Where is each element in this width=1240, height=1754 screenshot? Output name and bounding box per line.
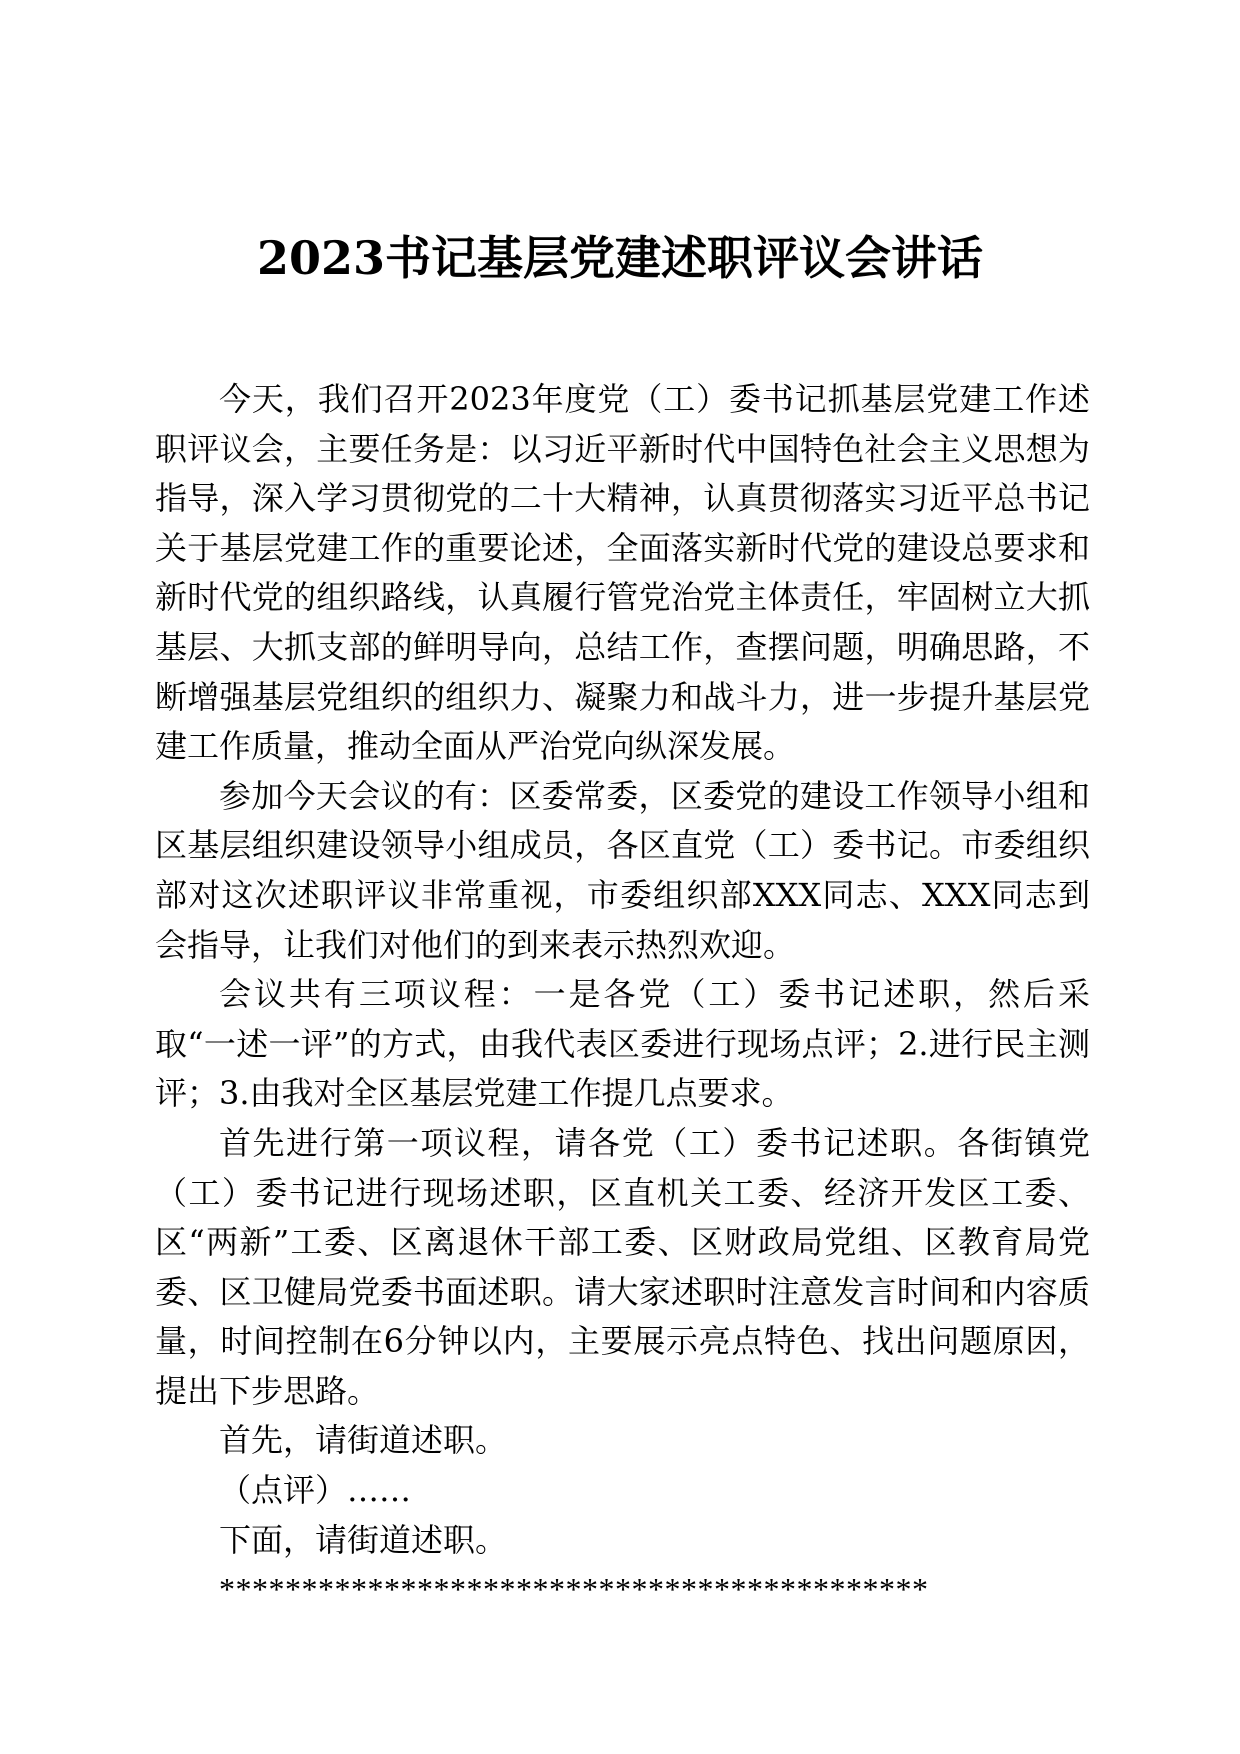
paragraph-next-report: 下面，请街道述职。 xyxy=(219,1520,508,1559)
paragraph-agenda: 会议共有三项议程：一是各党（工）委书记述职，然后采取“一述一评”的方式，由我代表区委进行现场点评；2.进行民主测评；3.由我对全区基层党建工作提几点要求。 xyxy=(155,975,1090,1113)
paragraph-meeting-purpose: 今天，我们召开2023年度党（工）委书记抓基层党建工作述职评议会，主要任务是：以习近平新时代中国特色社会主义思想为指导，深入学习贯彻党的二十大精神，认真贯彻落实习近平总书记关于基层党建工作的重要论述，全面落实新时代党的建设总要求和新时代党的组织路线，认真履行管党治党主体责任，牢固树立大抓基层、大抓支部的鲜明导向，总结工作，查摆问题，明确思路，不断增强基层党组织的组织力、凝聚力和战斗力，进一步提升基层党建工作质量，推动全面从严治党向纵深发展。 xyxy=(155,380,1090,766)
paragraph-first-agenda-item: 首先进行第一项议程，请各党（工）委书记述职。各街镇党（工）委书记进行现场述职，区直机关工委、经济开发区工委、区“两新”工委、区离退休干部工委、区财政局党组、区教育局党委、区卫健局党委书面述职。请大家述职时注意发言时间和内容质量，时间控制在6分钟以内，主要展示亮点特色、找出问题原因，提出下步思路。 xyxy=(155,1123,1090,1410)
paragraph-first-report: 首先，请街道述职。 xyxy=(219,1421,508,1460)
separator-line: ******************************************* xyxy=(219,1571,929,1608)
document-title: 2023书记基层党建述职评议会讲话 xyxy=(256,231,984,285)
paragraph-comment: （点评）…… xyxy=(219,1471,412,1510)
document-body xyxy=(155,375,1090,1615)
paragraph-attendees: 参加今天会议的有：区委常委，区委党的建设工作领导小组和区基层组织建设领导小组成员，各区直党（工）委书记。市委组织部对这次述职评议非常重视，市委组织部XXX同志、XXX同志到会指导，让我们对他们的到来表示热烈欢迎。 xyxy=(155,776,1090,964)
